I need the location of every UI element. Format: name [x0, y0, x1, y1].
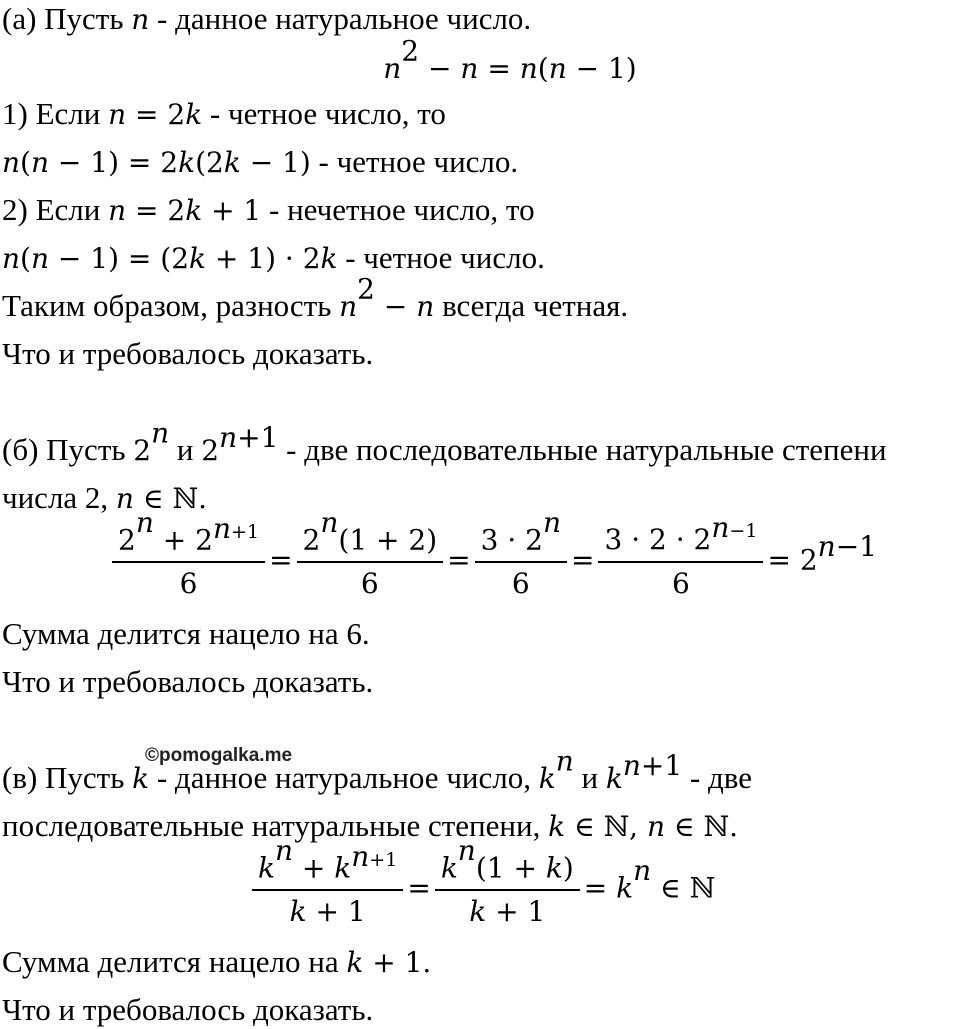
- formula-b-main: $\frac{2^n + 2^{n+1}}{6}$ = $\frac{2^n(1 + 2)}{6}$ = $\frac{3 \cdot 2^n}{6}$ = $\frac{3 \cdot 2 \cdot 2^{n-1}}{6}$ = $2^{n-1}$: [108, 523, 877, 601]
- part-a-case1-result: n(n − 1) = 2k(2k − 1) - четное число.: [2, 144, 519, 179]
- fraction-4: $\frac{3 \cdot 2 \cdot 2^{n-1}}{6}$: [598, 523, 763, 601]
- part-a-intro: (а) Пусть n - данное натуральное число.: [2, 1, 532, 36]
- part-c-conclusion: Сумма делится нацело на k + 1.: [2, 944, 432, 979]
- part-a-case2: 2) Если n = 2k + 1 - нечетное число, то: [2, 192, 535, 227]
- part-c-line2: последовательные натуральные степени, k ∈ ℕ, n ∈ ℕ.: [2, 808, 739, 843]
- part-b-qed: Что и требовалось доказать.: [2, 664, 374, 699]
- formula-c-main: $\frac{k^n + k^{n+1}}{k + 1}$ = $\frac{k^n(1 + k)}{k + 1}$ = $k^n$ ∈ ℕ: [248, 851, 715, 929]
- part-c-qed: Что и требовалось доказать.: [2, 992, 374, 1027]
- fraction-c2: $\frac{k^n(1 + k)}{k + 1}$: [435, 851, 580, 929]
- watermark-text: ©pomogalka.me: [145, 745, 293, 766]
- fraction-c1: $\frac{k^n + k^{n+1}}{k + 1}$: [252, 851, 403, 929]
- part-a-case1: 1) Если n = 2k - четное число, то: [2, 96, 446, 131]
- part-c-intro: (в) Пусть k - данное натуральное число, $k^n$ и $k^{n+1}$ - две: [2, 744, 752, 795]
- fraction-3: $\frac{3 \cdot 2^n}{6}$: [475, 523, 567, 601]
- part-a-qed: Что и требовалось доказать.: [2, 336, 374, 371]
- fraction-1: $\frac{2^n + 2^{n+1}}{6}$: [112, 523, 265, 601]
- fraction-2: $\frac{2^n(1 + 2)}{6}$: [297, 523, 444, 601]
- part-b-intro: (б) Пусть 2$^n$ и $2^{n+1}$ - две последовательные натуральные степени: [2, 416, 887, 467]
- formula-a-main: $n^2 - n = n(n - 1)$: [383, 34, 637, 85]
- part-b-conclusion: Сумма делится нацело на 6.: [2, 616, 370, 651]
- part-b-line2: числа 2, n ∈ ℕ.: [2, 480, 207, 515]
- part-a-case2-result: n(n − 1) = (2k + 1) · 2k - четное число.: [2, 240, 545, 275]
- part-a-conclusion: Таким образом, разность $n^2 - n$ всегда четная.: [2, 272, 629, 323]
